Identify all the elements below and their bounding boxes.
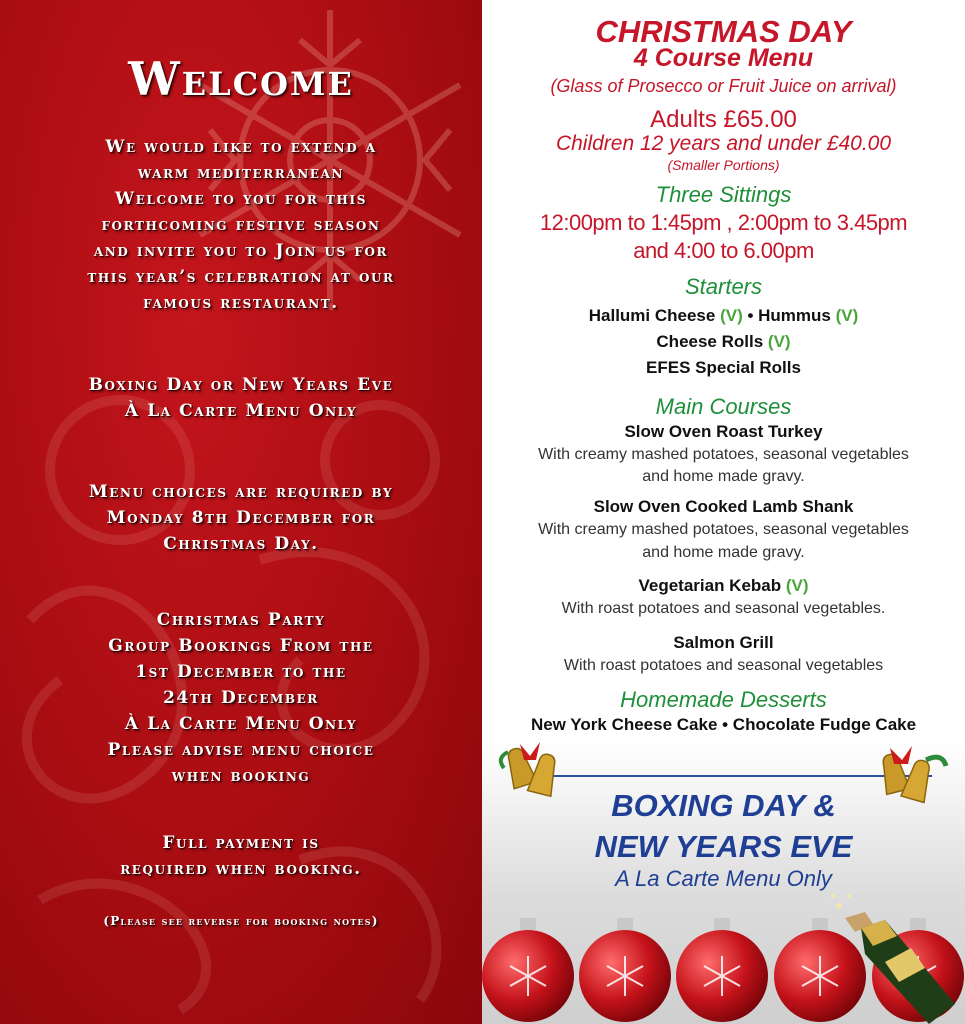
party-line: 1st December to the [135,662,347,682]
child-price: Children 12 years and under £40.00 [555,132,892,155]
intro-line: forthcoming festive season [101,215,381,235]
starter-item: • Hummus [742,306,836,325]
choices-line: Christmas Day. [163,534,319,554]
arrival-drink-note: (Glass of Prosecco or Fruit Juice on arrival) [550,76,897,96]
main-course-description: With roast potatoes and seasonal vegetables. [561,600,886,617]
desserts-heading: Homemade Desserts [620,687,827,712]
main-course-description: and home made gravy. [642,544,805,561]
party-line: when booking [171,766,311,786]
main-course-description: With creamy mashed potatoes, seasonal vegetables [538,521,909,538]
welcome-panel [0,0,482,1024]
champagne-bottle-icon [825,884,965,1024]
vegetarian-marker: (V) [720,306,743,325]
party-bookings-notice [30,607,452,789]
intro-line: We would like to extend a [105,137,377,157]
party-line: Please advise menu choice [107,740,375,760]
payment-notice [30,830,452,882]
boxing-day-heading: BOXING DAY & [611,788,836,823]
booking-notes-reference: (Please see reverse for booking notes) [103,914,379,928]
starter-item: EFES Special Rolls [646,358,801,377]
main-course-description: and home made gravy. [642,468,805,485]
sittings-heading: Three Sittings [655,182,792,207]
menu-title: CHRISTMAS DAY [595,14,852,49]
party-line: À La Carte Menu Only [124,714,358,734]
payment-line: required when booking. [120,859,362,879]
welcome-heading: Welcome [128,52,354,106]
main-course-name: Vegetarian Kebab [638,576,786,595]
main-course-name: Slow Oven Roast Turkey [624,422,823,441]
boxing-line: Boxing Day or New Years Eve [88,375,394,395]
intro-line: warm mediterranean [137,163,345,183]
dessert-items: New York Cheese Cake • Chocolate Fudge Cake [530,715,917,734]
intro-line: Welcome to you for this [115,189,367,209]
welcome-text-block [0,0,482,1024]
intro-line: and invite you to Join us for [93,241,389,261]
main-course-description: With roast potatoes and seasonal vegetables [563,657,884,674]
main-course-name: Slow Oven Cooked Lamb Shank [593,497,854,516]
main-course-description: With creamy mashed potatoes, seasonal vegetables [538,446,909,463]
vegetarian-marker: (V) [767,332,791,351]
boxing-day-notice [30,372,452,424]
intro-line: famous restaurant. [143,293,339,313]
adult-price: Adults £65.00 [650,106,797,133]
starter-line [482,332,965,352]
party-line: Christmas Party [156,610,326,630]
menu-choices-notice [30,479,452,557]
starter-item: Hallumi Cheese [588,306,721,325]
a-la-carte-subheading: A La Carte Menu Only [615,866,832,891]
sittings-times-line: and 4:00 to 6.00pm [633,238,814,263]
sittings-times-line: 12:00pm to 1:45pm , 2:00pm to 3.45pm [539,210,908,235]
boxing-line: À La Carte Menu Only [124,401,358,421]
starters-heading: Starters [684,274,763,299]
starter-line [482,306,965,326]
vegetarian-marker: (V) [785,576,809,595]
starter-item: Cheese Rolls [656,332,768,351]
main-course-name-line [482,576,965,596]
intro-paragraph [30,134,452,316]
vegetarian-marker: (V) [835,306,859,325]
choices-line: Menu choices are required by [88,482,394,502]
main-course-name: Salmon Grill [673,633,774,652]
menu-subtitle: 4 Course Menu [633,44,814,72]
choices-line: Monday 8th December for [106,508,376,528]
intro-line: this year’s celebration at our [87,267,395,287]
main-courses-heading: Main Courses [655,394,792,419]
smaller-portions-note: (Smaller Portions) [667,157,780,173]
payment-line: Full payment is [162,833,320,853]
new-years-eve-heading: NEW YEARS EVE [594,829,853,864]
party-line: 24th December [163,688,319,708]
christmas-menu-panel [482,0,965,1024]
party-line: Group Bookings From the [108,636,374,656]
